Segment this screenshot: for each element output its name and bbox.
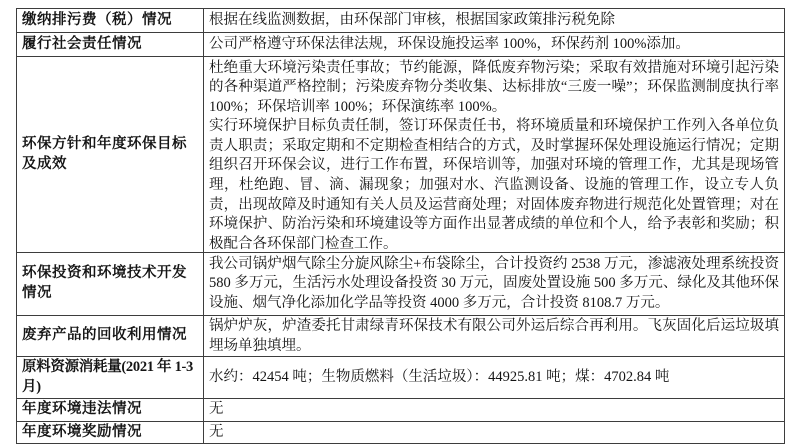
- label-annual-env-awards: 年度环境奖励情况: [17, 421, 204, 444]
- content-env-policy-goals: [204, 57, 785, 253]
- env-investment-text: 我公司锅炉烟气除尘分旋风除尘+布袋除尘，合计投资约 2538 万元，渗滤液处理系统投资 580 多万元，生活污水处理设备投资 30 万元，固废处置设施 500 多万元、绿化及其他环保设施、烟气净化添加化学品等投资 4000 多万元，合计投资 8108.7 万元。: [209, 255, 779, 311]
- table-row: [17, 33, 785, 57]
- table-row: [17, 399, 785, 422]
- label-annual-env-violations: 年度环境违法情况: [17, 399, 204, 422]
- paragraph-env-goals-1: 杜绝重大环境污染责任事故；节约能源，降低废弃物污染；采取有效措施对环境引起污染的各种渠道严格控制；污染废弃物分类收集、达标排放“三废一噪”；环保监测制度执行率 100%；环保培训率 100%；环保演练率 100%。: [209, 59, 779, 115]
- table-row: [17, 357, 785, 399]
- content-pollution-fee-status: 根据在线监测数据，由环保部门审核，根据国家政策排污税免除: [204, 9, 785, 33]
- content-raw-material-consumption: 水约：42454 吨；生物质燃料（生活垃圾）：44925.81 吨；煤：4702.84 吨: [204, 357, 785, 399]
- table-row: [17, 253, 785, 316]
- paragraph-env-goals-2: 实行环境保护目标负责任制，签订环保责任书，将环境质量和环境保护工作列入各单位负责人职责；采取定期和不定期检查相结合的方式，及时掌握环保处理设施运行情况；定期组织召开环保会议，进行工作布置，环保培训等，加强对环境的管理工作，尤其是现场管理，杜绝跑、冒、滴、漏现象；加强对水、汽监测设备、设施的管理工作，设立专人负责，出现故障及时通知有关人员及运营商处理；对固体废弃物进行规范化处置管理；对在环境保护、防治污染和环境建设等方面作出显著成绩的单位和个人，给予表彰和奖励；积极配合各环保部门检查工作。: [209, 118, 779, 252]
- content-waste-recycling: [204, 316, 785, 357]
- table-row: [17, 421, 785, 444]
- table-row: [17, 9, 785, 33]
- label-raw-material-consumption: 原料资源消耗量(2021 年 1-3 月): [17, 357, 204, 399]
- env-policy-paragraphs: [209, 59, 779, 251]
- table-row: [17, 57, 785, 253]
- label-waste-recycling: 废弃产品的回收利用情况: [17, 316, 204, 357]
- content-annual-env-violations: 无: [204, 399, 785, 422]
- content-annual-env-awards: 无: [204, 421, 785, 444]
- environmental-info-table: [16, 8, 785, 444]
- label-env-policy-goals: 环保方针和年度环保目标及成效: [17, 57, 204, 253]
- label-pollution-fee-status: 缴纳排污费（税）情况: [17, 9, 204, 33]
- content-env-investment: [204, 253, 785, 316]
- table-row: [17, 316, 785, 357]
- waste-recycling-text: 锅炉炉灰，炉渣委托甘肃绿青环保技术有限公司外运后综合再利用。飞灰固化后运垃圾填埋场单独填埋。: [209, 318, 779, 354]
- content-social-responsibility: 公司严格遵守环保法律法规，环保设施投运率 100%，环保药剂 100%添加。: [204, 33, 785, 57]
- label-env-investment: 环保投资和环境技术开发情况: [17, 253, 204, 316]
- label-social-responsibility: 履行社会责任情况: [17, 33, 204, 57]
